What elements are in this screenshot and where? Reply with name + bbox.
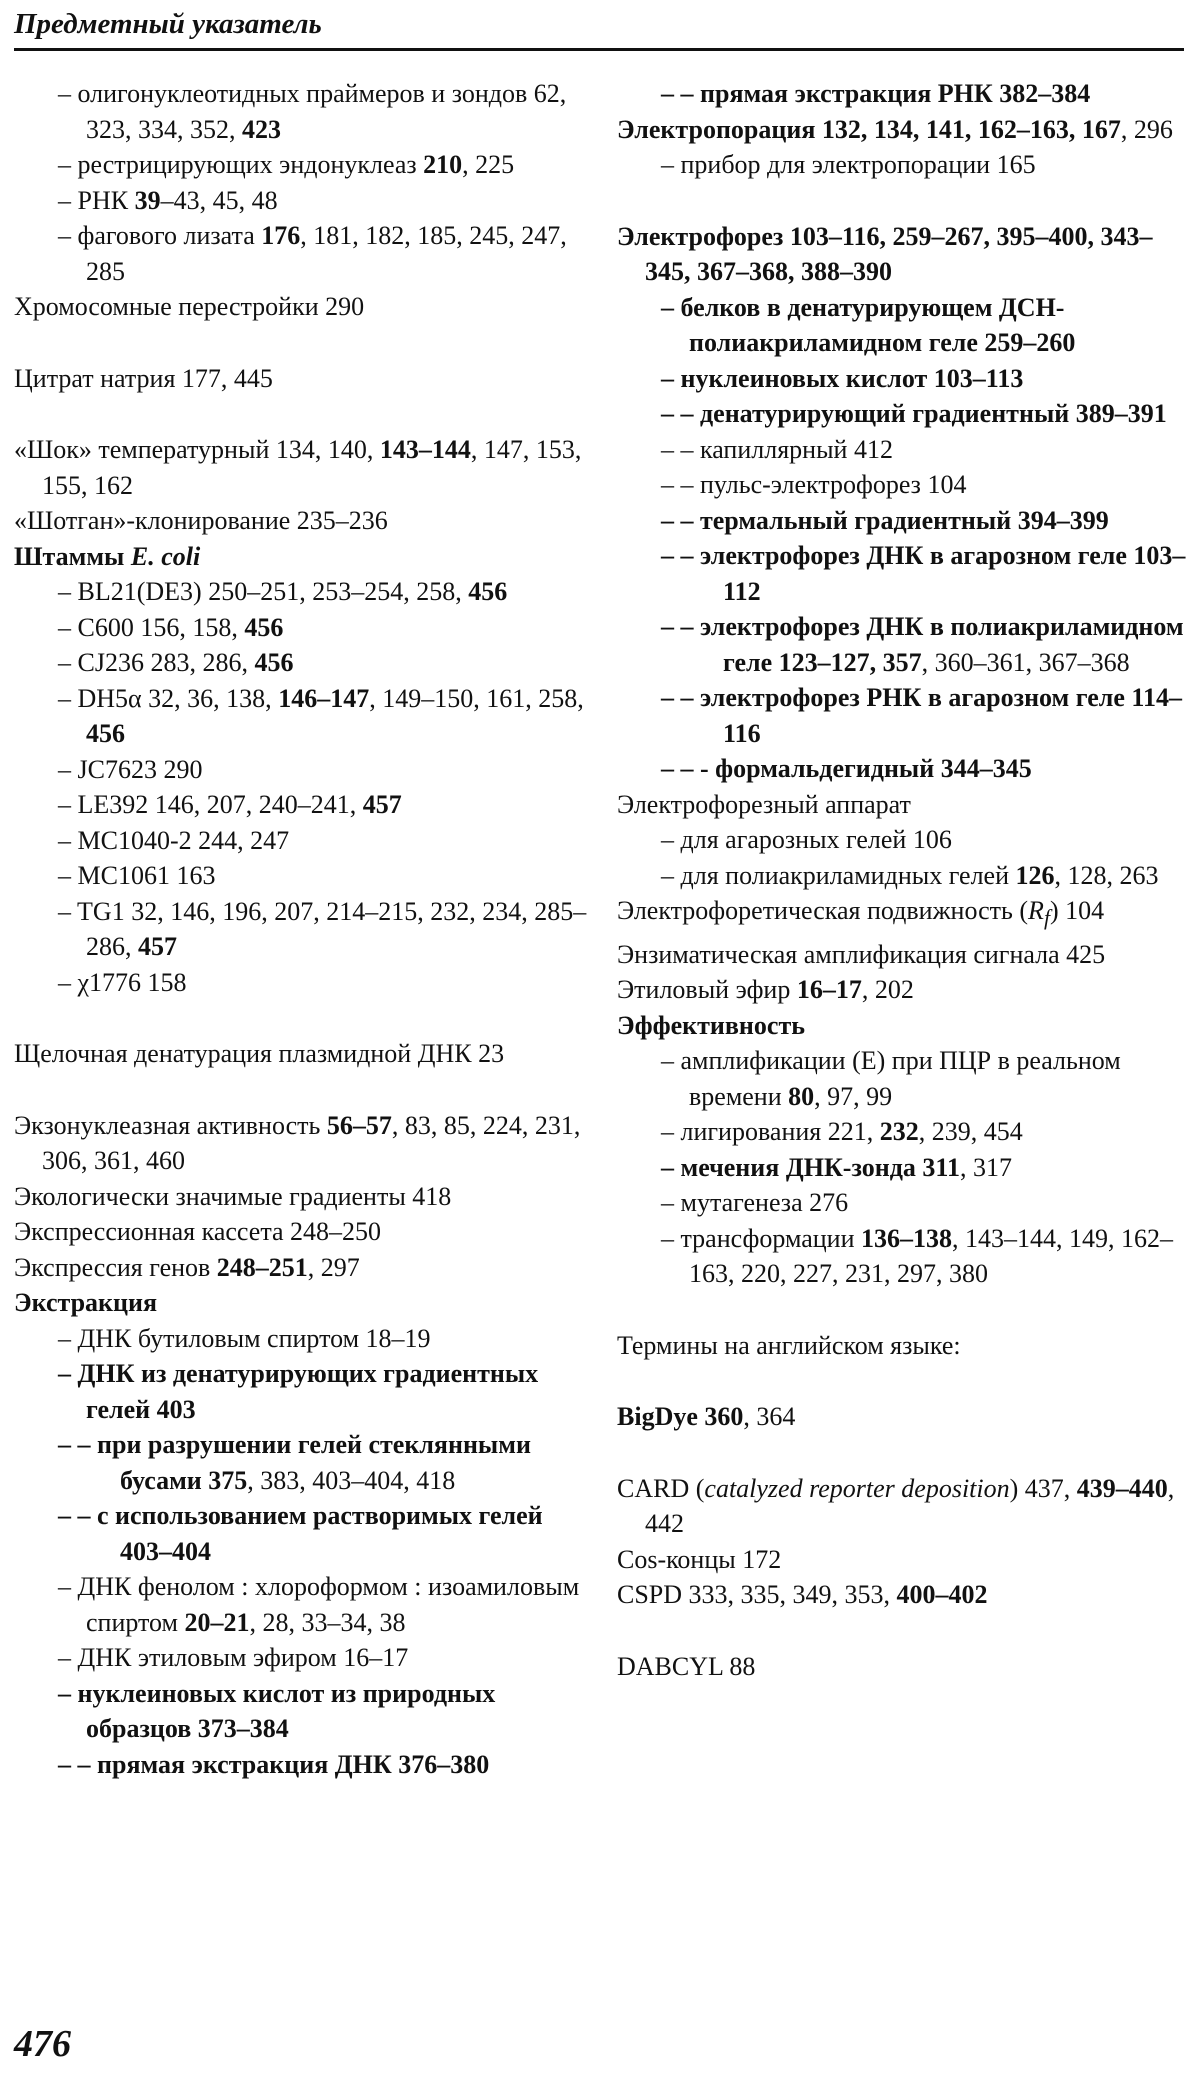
entry-text: – – электрофорез РНК в агарозном геле 114–116 bbox=[661, 683, 1182, 748]
entry-text: 16–17 bbox=[796, 975, 862, 1005]
entry-text: – – электрофорез ДНК в полиакриламидном геле 123–127, 357 bbox=[661, 612, 1184, 677]
entry-text: 146–147 bbox=[278, 683, 370, 713]
entry-text: , 442 bbox=[645, 1473, 1175, 1539]
entry-text: – – пульс-электрофорез 104 bbox=[661, 470, 967, 499]
index-entry bbox=[14, 1179, 589, 1215]
entry-text: BigDye 360 bbox=[617, 1402, 744, 1432]
index-entry bbox=[617, 1542, 1192, 1578]
entry-text: – трансформации bbox=[661, 1223, 862, 1253]
entry-text: , 297 bbox=[307, 1252, 360, 1282]
entry-text: Термины на английском языке: bbox=[617, 1330, 961, 1360]
index-entry bbox=[617, 937, 1192, 973]
index-entry bbox=[617, 1577, 1192, 1613]
entry-spacer bbox=[14, 325, 589, 361]
entry-text: , 181, 182, 185, 245, 247, 285 bbox=[86, 221, 567, 286]
entry-text: – – с использованием растворимых гелей 403–404 bbox=[58, 1501, 543, 1566]
entry-text: Cos-концы 172 bbox=[617, 1544, 782, 1574]
entry-text: Хромосомные перестройки 290 bbox=[14, 292, 365, 321]
index-subentry bbox=[617, 147, 1192, 183]
entry-text: Экстракция bbox=[14, 1288, 158, 1317]
entry-text: 210 bbox=[423, 150, 463, 179]
entry-spacer bbox=[617, 183, 1192, 219]
index-subentry bbox=[617, 680, 1192, 751]
page-number: 476 bbox=[14, 2023, 71, 2065]
entry-text: , 360–361, 367–368 bbox=[921, 647, 1130, 677]
entry-text: – нуклеиновых кислот из природных образцов 373–384 bbox=[58, 1678, 496, 1743]
entry-text: – BL21(DE3) 250–251, 253–254, 258, bbox=[58, 577, 469, 606]
index-subentry bbox=[14, 787, 589, 823]
index-subentry bbox=[617, 432, 1192, 468]
entry-text: – – термальный градиентный 394–399 bbox=[661, 505, 1109, 535]
index-subentry bbox=[617, 858, 1192, 894]
index-subentry bbox=[14, 1321, 589, 1357]
entry-text: – – капиллярный 412 bbox=[661, 434, 893, 464]
entry-text: – TG1 32, 146, 196, 207, 214–215, 232, 234, 285–286, bbox=[58, 896, 587, 961]
entry-text: f bbox=[1043, 906, 1050, 931]
entry-text: – JC7623 290 bbox=[58, 754, 203, 784]
entry-text: – ДНК из денатурирующих градиентных гелей 403 bbox=[58, 1359, 539, 1424]
entry-text: Эффективность bbox=[617, 1010, 805, 1040]
entry-text: – лигирования 221, bbox=[661, 1117, 880, 1147]
index-subentry bbox=[617, 822, 1192, 858]
index-entry bbox=[14, 1036, 589, 1072]
entry-text: 56–57 bbox=[326, 1110, 392, 1140]
entry-text: 457 bbox=[362, 790, 402, 819]
index-subentry bbox=[617, 290, 1192, 361]
entry-text: – ДНК бутиловым спиртом 18–19 bbox=[58, 1323, 431, 1353]
entry-text: , 83, 85, 224, 231, 306, 361, 460 bbox=[42, 1110, 581, 1175]
entry-spacer bbox=[14, 1072, 589, 1108]
entry-text: – MC1040-2 244, 247 bbox=[58, 825, 290, 855]
entry-text: R bbox=[1028, 896, 1044, 925]
index-entry bbox=[617, 972, 1192, 1008]
index-subentry bbox=[617, 1150, 1192, 1186]
header-divider bbox=[14, 48, 1184, 51]
entry-text: 456 bbox=[468, 577, 508, 606]
entry-text: 143–144 bbox=[379, 435, 471, 464]
entry-text: – CJ236 283, 286, bbox=[58, 648, 255, 677]
entry-text: , 296 bbox=[1120, 114, 1173, 144]
index-subentry bbox=[14, 1569, 589, 1640]
entry-text: , 128, 263 bbox=[1054, 860, 1159, 890]
index-entry bbox=[14, 1250, 589, 1286]
entry-text: , 364 bbox=[743, 1402, 796, 1432]
index-subentry bbox=[617, 396, 1192, 432]
entry-text: Электрофоретическая подвижность ( bbox=[617, 896, 1029, 925]
entry-text: Щелочная денатурация плазмидной ДНК 23 bbox=[14, 1039, 505, 1068]
entry-text: , 147, 153, 155, 162 bbox=[42, 435, 582, 500]
index-entry bbox=[617, 1008, 1192, 1044]
index-entry bbox=[14, 432, 589, 503]
entry-text: – мечения ДНК-зонда 311 bbox=[661, 1152, 960, 1182]
entry-text: – рестрицирующих эндонуклеаз bbox=[58, 150, 424, 179]
index-subentry bbox=[14, 858, 589, 894]
entry-text: 136–138 bbox=[861, 1223, 953, 1253]
index-subentry bbox=[14, 1747, 589, 1783]
entry-spacer bbox=[617, 1363, 1192, 1399]
index-subentry bbox=[617, 503, 1192, 539]
entry-text: – амплификации (E) при ПЦР в реальном времени bbox=[661, 1046, 1121, 1111]
entry-text: , 225 bbox=[462, 150, 515, 179]
index-subentry bbox=[617, 1043, 1192, 1114]
index-subentry bbox=[14, 76, 589, 147]
entry-text: , 149–150, 161, 258, bbox=[369, 683, 584, 713]
entry-text: Экологически значимые градиенты 418 bbox=[14, 1181, 452, 1211]
entry-text: 80 bbox=[788, 1081, 815, 1111]
index-entry bbox=[14, 539, 589, 575]
index-entry bbox=[617, 787, 1192, 823]
entry-text: Экспрессионная кассета 248–250 bbox=[14, 1217, 382, 1246]
index-subentry bbox=[617, 1114, 1192, 1150]
index-subentry bbox=[14, 1356, 589, 1427]
entry-text: – фагового лизата bbox=[58, 221, 262, 250]
entry-text: CARD ( bbox=[617, 1473, 705, 1503]
entry-text: – прибор для электропорации 165 bbox=[661, 150, 1036, 179]
index-subentry bbox=[14, 823, 589, 859]
entry-text: CSPD 333, 335, 349, 353, bbox=[617, 1580, 897, 1610]
entry-text: – – электрофорез ДНК в агарозном геле 103–112 bbox=[661, 541, 1186, 606]
entry-text: , 143–144, 149, 162–163, 220, 227, 231, 297, 380 bbox=[689, 1223, 1174, 1289]
index-subentry bbox=[617, 1185, 1192, 1221]
index-entry bbox=[617, 1328, 1192, 1364]
entry-text: Энзиматическая амплификация сигнала 425 bbox=[617, 939, 1106, 969]
section-title: Предметный указатель bbox=[14, 8, 322, 40]
entry-spacer bbox=[617, 1435, 1192, 1471]
entry-text: Цитрат натрия 177, 445 bbox=[14, 363, 273, 393]
entry-text: – ДНК этиловым эфиром 16–17 bbox=[58, 1643, 409, 1672]
index-subentry bbox=[14, 218, 589, 289]
entry-text: Этиловый эфир bbox=[617, 975, 797, 1005]
entry-text: 176 bbox=[261, 221, 301, 250]
index-subentry bbox=[14, 894, 589, 965]
index-subentry bbox=[617, 751, 1192, 787]
entry-text: – χ1776 158 bbox=[58, 967, 187, 997]
entry-spacer bbox=[14, 1000, 589, 1036]
index-subentry bbox=[617, 538, 1192, 609]
entry-text: Экспрессия генов bbox=[14, 1252, 217, 1282]
entry-text: – белков в денатурирующем ДСН-полиакриламидном геле 259–260 bbox=[661, 292, 1076, 357]
entry-text: – РНК bbox=[58, 185, 135, 215]
entry-text: , 97, 99 bbox=[814, 1081, 893, 1111]
index-subentry bbox=[617, 361, 1192, 397]
index-subentry bbox=[617, 609, 1192, 680]
entry-spacer bbox=[14, 396, 589, 432]
entry-text: – для полиакриламидных гелей bbox=[661, 860, 1016, 890]
index-entry bbox=[14, 1285, 589, 1321]
entry-text: ) 437, bbox=[1009, 1473, 1077, 1503]
entry-text: – – прямая экстракция РНК 382–384 bbox=[661, 79, 1091, 108]
entry-text: – олигонуклеотидных праймеров и зондов 62, 323, 334, 352, bbox=[58, 79, 567, 144]
index-subentry bbox=[14, 965, 589, 1001]
entry-text: , 239, 454 bbox=[918, 1117, 1023, 1147]
entry-text: Электрофорез 103–116, 259–267, 395–400, 343–345, 367–368, 388–390 bbox=[617, 221, 1153, 286]
index-subentry bbox=[14, 645, 589, 681]
entry-text: Экзонуклеазная активность bbox=[14, 1110, 327, 1140]
entry-text: – MC1061 163 bbox=[58, 861, 216, 890]
entry-spacer bbox=[617, 1292, 1192, 1328]
entry-text: , 317 bbox=[959, 1152, 1012, 1182]
entry-text: 456 bbox=[244, 612, 284, 642]
index-entry bbox=[617, 112, 1192, 148]
entry-text: 232 bbox=[879, 1117, 919, 1147]
index-subentry bbox=[14, 1640, 589, 1676]
index-subentry bbox=[617, 76, 1192, 112]
entry-text: Электрофорезный аппарат bbox=[617, 789, 911, 819]
index-subentry bbox=[617, 467, 1192, 503]
entry-text: 248–251 bbox=[216, 1252, 308, 1282]
page-header bbox=[14, 4, 1184, 48]
index-subentry bbox=[617, 1221, 1192, 1292]
entry-text: 456 bbox=[254, 648, 294, 677]
entry-text: 400–402 bbox=[896, 1580, 988, 1610]
entry-text: 39 bbox=[134, 185, 161, 215]
entry-text: catalyzed reporter deposition bbox=[704, 1473, 1010, 1503]
entry-text: E. coli bbox=[130, 541, 201, 571]
index-subentry bbox=[14, 610, 589, 646]
index-subentry bbox=[14, 183, 589, 219]
entry-text: – ДНК фенолом : хлороформом : изоамиловым спиртом bbox=[58, 1572, 580, 1637]
index-entry bbox=[14, 503, 589, 539]
entry-text: «Шотган»-клонирование 235–236 bbox=[14, 506, 388, 535]
entry-text: – C600 156, 158, bbox=[58, 612, 245, 642]
index-subentry bbox=[14, 1676, 589, 1747]
entry-spacer bbox=[617, 1613, 1192, 1649]
index-subentry bbox=[14, 574, 589, 610]
entry-text: 439–440 bbox=[1076, 1473, 1168, 1503]
entry-text: 20–21 bbox=[184, 1607, 250, 1637]
entry-text: – – при разрушении гелей стеклянными бусами 375 bbox=[58, 1430, 531, 1495]
index-entry bbox=[14, 361, 589, 397]
entry-text: 457 bbox=[138, 932, 177, 961]
entry-text: 126 bbox=[1015, 860, 1055, 890]
entry-text: – нуклеиновых кислот 103–113 bbox=[661, 363, 1024, 393]
entry-text: – DH5α 32, 36, 138, bbox=[58, 683, 279, 713]
index-column-right bbox=[617, 76, 1192, 1684]
index-entry bbox=[617, 893, 1192, 937]
index-subentry bbox=[14, 681, 589, 752]
entry-text: 423 bbox=[242, 114, 281, 144]
entry-text: , 28, 33–34, 38 bbox=[249, 1607, 406, 1637]
index-column-left bbox=[14, 76, 589, 1782]
index-entry bbox=[617, 1399, 1192, 1435]
entry-text: , 202 bbox=[861, 975, 914, 1005]
index-subentry bbox=[14, 752, 589, 788]
index-subentry bbox=[14, 1498, 589, 1569]
entry-text: ) 104 bbox=[1049, 896, 1105, 925]
index-subentry bbox=[14, 147, 589, 183]
index-entry bbox=[617, 1649, 1192, 1685]
entry-text: Электропорация 132, 134, 141, 162–163, 167 bbox=[617, 114, 1121, 144]
entry-text: – – прямая экстракция ДНК 376–380 bbox=[58, 1749, 490, 1779]
index-subentry bbox=[14, 1427, 589, 1498]
index-entry bbox=[14, 1108, 589, 1179]
entry-text: – LE392 146, 207, 240–241, bbox=[58, 790, 363, 819]
entry-text: «Шок» температурный 134, 140, bbox=[14, 435, 380, 464]
entry-text: –43, 45, 48 bbox=[160, 185, 278, 215]
entry-text: – – - формальдегидный 344–345 bbox=[661, 754, 1032, 783]
entry-text: DABCYL 88 bbox=[617, 1651, 756, 1681]
entry-text: , 383, 403–404, 418 bbox=[247, 1465, 456, 1495]
index-entry bbox=[14, 289, 589, 325]
index-entry bbox=[617, 1471, 1192, 1542]
entry-text: 456 bbox=[86, 719, 125, 748]
entry-text: – мутагенеза 276 bbox=[661, 1188, 849, 1218]
entry-text: Штаммы bbox=[14, 541, 131, 571]
index-entry bbox=[617, 219, 1192, 290]
entry-text: – – денатурирующий градиентный 389–391 bbox=[661, 399, 1167, 428]
index-entry bbox=[14, 1214, 589, 1250]
entry-text: – для агарозных гелей 106 bbox=[661, 825, 952, 854]
